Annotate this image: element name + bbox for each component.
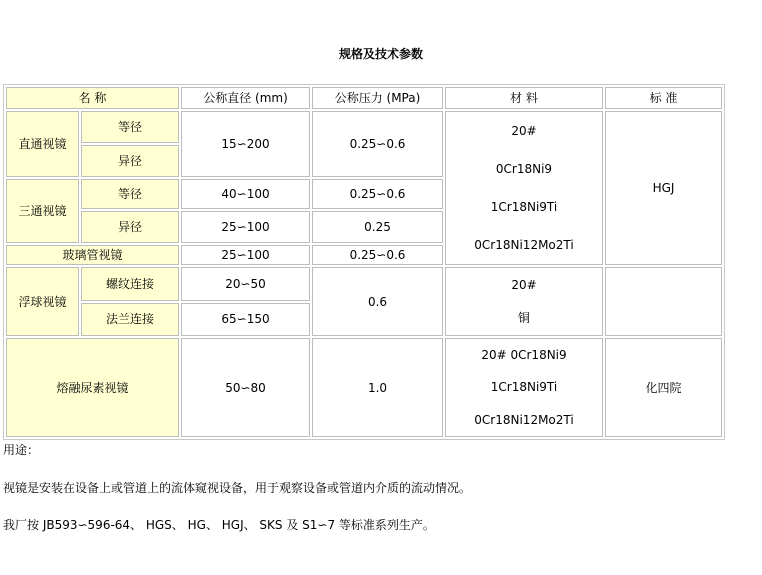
page-title: 规格及技术参数 [338,47,423,61]
material-item: 铜 [517,311,530,326]
standard-b [605,267,722,336]
production-text: 我厂按 JB593∽596-64、 HGS、 HG、 HGJ、 SKS 及 S1∽7 等标准系列生产。 [3,518,435,532]
three-way-pressure2: 0.25 [312,211,443,243]
straight-diameter: 15∽200 [181,111,310,177]
material-item: 0Cr18Ni9 [495,162,553,176]
straight-sub2: 异径 [81,145,179,177]
glass-tube-pressure: 0.25∽0.6 [312,245,443,265]
glass-tube-diameter: 25∽100 [181,245,310,265]
fused-materials-cell [445,338,603,437]
header-standard: 标 准 [605,87,722,109]
material-item: 0Cr18Ni12Mo2Ti [474,412,574,427]
table-row [6,338,722,437]
fused-standard: 化四院 [605,338,722,437]
fused-pressure: 1.0 [312,338,443,437]
standard-a: HGJ [605,111,722,265]
header-material: 材 料 [445,87,603,109]
three-way-diameter1: 40∽100 [181,179,310,209]
float-ball-diameter1: 20∽50 [181,267,310,301]
float-ball-pressure: 0.6 [312,267,443,336]
float-ball-diameter2: 65∽150 [181,303,310,337]
header-diameter: 公称直径 (mm) [181,87,310,109]
materials-b-cell [445,267,603,336]
material-item: 1Cr18Ni9Ti [490,380,558,395]
float-ball-sub2: 法兰连接 [81,303,179,337]
three-way-diameter2: 25∽100 [181,211,310,243]
straight-name: 直通视镜 [6,111,79,177]
float-ball-sub1: 螺纹连接 [81,267,179,301]
header-name: 名 称 [6,87,179,109]
header-row [6,87,722,109]
three-way-pressure1: 0.25∽0.6 [312,179,443,209]
header-pressure: 公称压力 (MPa) [312,87,443,109]
three-way-sub1: 等径 [81,179,179,209]
materials-a-cell [445,111,603,265]
material-item: 20# [511,277,537,292]
material-item: 0Cr18Ni12Mo2Ti [474,238,574,252]
usage-label: 用途： [3,443,40,457]
straight-pressure: 0.25∽0.6 [312,111,443,177]
material-item: 1Cr18Ni9Ti [490,200,558,214]
fused-diameter: 50∽80 [181,338,310,437]
material-item: 20# [511,124,537,138]
usage-text: 视镜是安装在设备上或管道上的流体窥视设备，用于观察设备或管道内介质的流动情况。 [3,481,472,495]
spec-table [3,84,725,440]
straight-sub1: 等径 [81,111,179,143]
table-row [6,267,722,301]
fused-name: 熔融尿素视镜 [6,338,179,437]
float-ball-name: 浮球视镜 [6,267,79,336]
three-way-name: 三通视镜 [6,179,79,243]
glass-tube-name: 玻璃管视镜 [6,245,179,265]
three-way-sub2: 异径 [81,211,179,243]
material-item: 20# 0Cr18Ni9 [481,348,567,363]
table-row [6,111,722,143]
